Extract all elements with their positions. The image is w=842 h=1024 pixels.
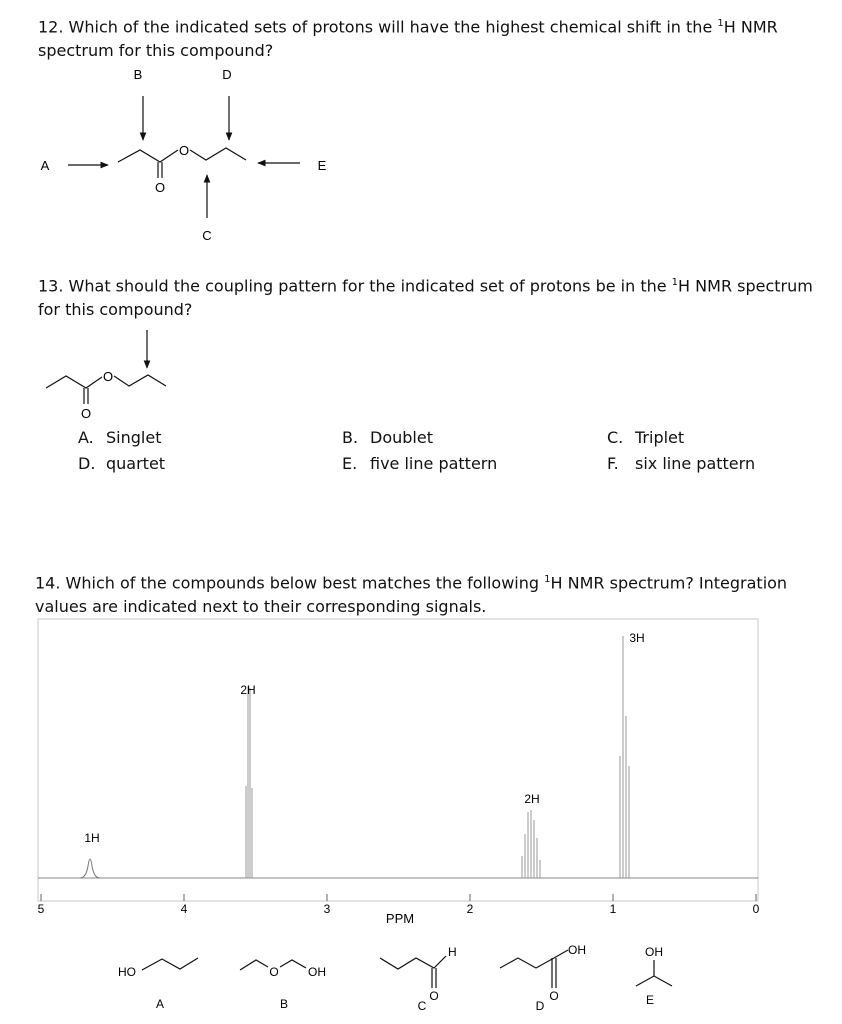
ester-structure-q12 — [0, 0, 842, 260]
question-number: 12. — [38, 17, 64, 37]
peak-2h-multiplet — [522, 810, 540, 878]
label-a: A — [40, 158, 50, 173]
group-label: OH — [308, 965, 326, 979]
answer-option-d[interactable]: D. quartet — [78, 454, 166, 473]
compound-label: C — [417, 999, 427, 1013]
compound-choices — [0, 936, 842, 1022]
question-14-text — [35, 568, 825, 619]
compound-c[interactable] — [380, 945, 457, 1013]
oxygen-label: O — [154, 180, 166, 195]
label-e: E — [317, 158, 327, 173]
group-label: OH — [645, 945, 663, 959]
question-number: 14. — [35, 573, 61, 593]
label-b: B — [133, 67, 143, 82]
question-text-start: Which of the compounds below best matches the following — [65, 573, 545, 593]
label-d: D — [222, 67, 232, 82]
integration-label: 1H — [84, 831, 100, 845]
ester-structure-q13 — [0, 320, 300, 425]
answer-option-b[interactable]: B. Doublet — [342, 428, 433, 447]
compound-a[interactable] — [118, 958, 198, 1011]
question-text-end: H NMR spectrum for this compound? — [38, 17, 778, 61]
answer-option-a[interactable]: A. Singlet — [78, 428, 162, 447]
integration-label: 2H — [240, 683, 256, 697]
peak-3h-triplet — [620, 636, 629, 878]
x-tick-label: 5 — [37, 902, 45, 916]
question-text-start: What should the coupling pattern for the indicated set of protons be in the — [68, 276, 672, 296]
group-label: OH — [568, 943, 586, 957]
x-tick-label: 2 — [466, 902, 474, 916]
x-tick-label: 4 — [180, 902, 188, 916]
spectrum-frame — [38, 619, 758, 901]
compound-e[interactable] — [636, 945, 672, 1007]
group-label: H — [448, 945, 457, 959]
answer-option-c[interactable]: C. Triplet — [607, 428, 685, 447]
question-number: 13. — [38, 276, 64, 296]
answer-option-e[interactable]: E. five line pattern — [342, 454, 498, 473]
compound-b[interactable] — [240, 960, 326, 1011]
peak-2h-quartet — [246, 686, 252, 878]
group-label: O — [549, 989, 559, 1003]
integration-label: 3H — [629, 631, 645, 645]
oxygen-label: O — [80, 406, 92, 421]
label-c: C — [202, 228, 212, 243]
compound-d[interactable] — [500, 943, 586, 1013]
compound-label: A — [155, 997, 165, 1011]
answer-option-f[interactable]: F. six line pattern — [607, 454, 756, 473]
question-text-end: H NMR spectrum for this compound? — [38, 276, 813, 320]
group-label: HO — [118, 965, 136, 979]
group-label: O — [429, 989, 439, 1003]
peak-1h — [80, 859, 100, 878]
question-text-end: H NMR spectrum? Integration values are indicated next to their corresponding signals. — [35, 573, 788, 617]
integration-label: 2H — [524, 792, 540, 806]
question-text-start: Which of the indicated sets of protons will have the highest chemical shift in the — [68, 17, 718, 37]
superscript: 1 — [671, 277, 679, 288]
oxygen-label: O — [102, 369, 114, 384]
oxygen-label: O — [178, 143, 190, 158]
compound-label: E — [645, 993, 655, 1007]
x-tick-label: 0 — [752, 902, 760, 916]
superscript: 1 — [717, 18, 724, 29]
superscript: 1 — [544, 574, 551, 585]
skeleton-bonds — [190, 148, 246, 160]
compound-label: B — [279, 997, 289, 1011]
x-axis-label: PPM — [385, 911, 415, 926]
x-tick-label: 1 — [609, 902, 617, 916]
question-13-text — [38, 271, 828, 322]
x-tick-label: 3 — [323, 902, 331, 916]
nmr-spectrum — [0, 616, 842, 936]
group-label: O — [269, 965, 279, 979]
compound-label: D — [535, 999, 545, 1013]
skeleton-bonds — [118, 150, 178, 162]
